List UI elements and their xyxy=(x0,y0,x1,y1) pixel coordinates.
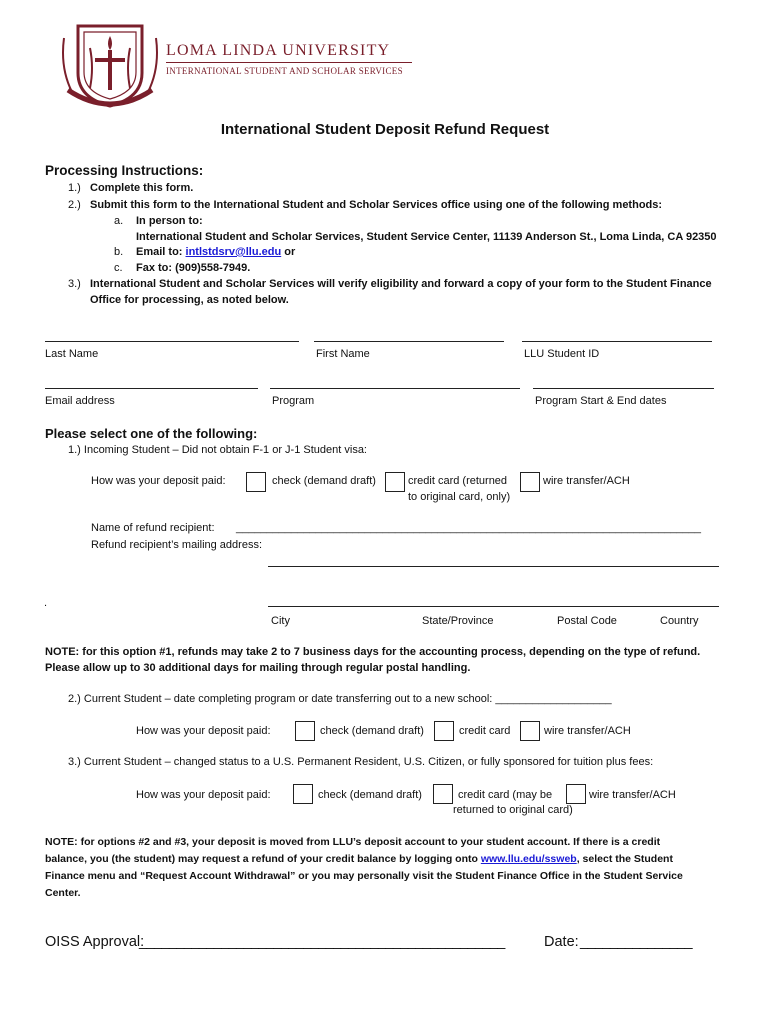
option-2-label: 2.) Current Student – date completing program or date transferring out to a new school: ___________________ xyxy=(68,693,612,705)
option-1-label: 1.) Incoming Student – Did not obtain F-1 or J-1 Student visa: xyxy=(68,444,367,456)
deposit-paid-question-1: How was your deposit paid: xyxy=(91,475,226,487)
address-line-2[interactable] xyxy=(268,606,719,607)
oiss-approval-label: OISS Approval: xyxy=(45,934,145,950)
postal-label: Postal Code xyxy=(557,615,617,627)
state-label: State/Province xyxy=(422,615,494,627)
opt2-wire-checkbox[interactable] xyxy=(520,721,540,741)
opt3-wire-checkbox[interactable] xyxy=(566,784,586,804)
recipient-address-label: Refund recipient’s mailing address: xyxy=(91,539,262,551)
method-b-text xyxy=(136,246,295,258)
program-line[interactable] xyxy=(270,388,520,389)
note-2-line2 xyxy=(45,853,673,865)
deposit-paid-question-3: How was your deposit paid: xyxy=(136,789,271,801)
header-divider xyxy=(166,62,412,63)
opt1-wire-label: wire transfer/ACH xyxy=(543,475,630,487)
university-seal-logo xyxy=(60,18,160,110)
opt1-credit-label-line2: to original card, only) xyxy=(408,491,511,503)
method-a-label: a. xyxy=(114,215,124,227)
opt3-check-label: check (demand draft) xyxy=(318,789,422,801)
step-1-text: Complete this form. xyxy=(90,182,194,194)
recipient-name-label: Name of refund recipient: xyxy=(91,522,215,534)
option-3-label: 3.) Current Student – changed status to a U.S. Permanent Resident, U.S. Citizen, or fully sponsored for tuition plus fees: xyxy=(68,756,654,768)
method-c-text: Fax to: (909)558-7949. xyxy=(136,262,251,274)
program-label: Program xyxy=(272,395,315,407)
recipient-name-line[interactable]: ____________________________________________________________________________ xyxy=(236,522,701,534)
program-dates-line[interactable] xyxy=(533,388,714,389)
note-2-line4: Center. xyxy=(45,887,81,899)
last-name-line[interactable] xyxy=(45,341,299,342)
ssweb-link[interactable]: www.llu.edu/ssweb xyxy=(480,853,577,865)
note-1-line1: NOTE: for this option #1, refunds may take 2 to 7 business days for the accounting process, depending on the type of refund. xyxy=(45,646,701,658)
method-c-label: c. xyxy=(114,262,123,274)
university-name: LOMA LINDA UNIVERSITY xyxy=(166,42,391,59)
note-2-line2-pre: balance, you (the student) may request a refund of your credit balance by logging onto xyxy=(45,853,478,865)
opt2-check-label: check (demand draft) xyxy=(320,725,424,737)
step-3-text-line2: Office for processing, as noted below. xyxy=(90,294,289,306)
deposit-paid-question-2: How was your deposit paid: xyxy=(136,725,271,737)
opt3-credit-label-line1: credit card (may be xyxy=(458,789,553,801)
opt3-check-checkbox[interactable] xyxy=(293,784,313,804)
step-3-text-line1: International Student and Scholar Services will verify eligibility and forward a copy of your form to the Student Finance xyxy=(90,278,712,290)
date-label: Date: xyxy=(544,934,579,950)
opt1-credit-label-line1: credit card (returned xyxy=(408,475,508,487)
opt2-credit-label: credit card xyxy=(459,725,511,737)
opt1-credit-checkbox[interactable] xyxy=(385,472,405,492)
email-prefix: Email to: xyxy=(136,246,183,258)
address-line-1[interactable] xyxy=(268,566,719,567)
step-3-number: 3.) xyxy=(68,278,81,290)
page-title: International Student Deposit Refund Request xyxy=(220,121,550,138)
note-2-line3: Finance menu and “Request Account Withdrawal” or you may personally visit the Student Finance Office in the Student Service xyxy=(45,870,683,882)
country-label: Country xyxy=(660,615,699,627)
stray-dot: . xyxy=(44,597,48,609)
opt2-credit-checkbox[interactable] xyxy=(434,721,454,741)
opt2-wire-label: wire transfer/ACH xyxy=(544,725,631,737)
opt1-check-label: check (demand draft) xyxy=(272,475,376,487)
program-dates-label: Program Start & End dates xyxy=(535,395,667,407)
student-id-line[interactable] xyxy=(522,341,712,342)
note-1-line2: Please allow up to 30 additional days for mailing through regular postal handling. xyxy=(45,662,471,674)
city-label: City xyxy=(271,615,290,627)
office-name: INTERNATIONAL STUDENT AND SCHOLAR SERVICES xyxy=(166,66,403,76)
opt3-credit-label-line2: returned to original card) xyxy=(453,804,573,816)
opt3-credit-checkbox[interactable] xyxy=(433,784,453,804)
email-label: Email address xyxy=(45,395,115,407)
step-1-number: 1.) xyxy=(68,182,81,194)
method-b-label: b. xyxy=(114,246,124,258)
email-link[interactable]: intlstdsrv@llu.edu xyxy=(185,246,282,258)
oiss-approval-line[interactable]: _________________________________________________ xyxy=(139,934,505,950)
step-2-text: Submit this form to the International Student and Scholar Services office using one of the following methods: xyxy=(90,199,663,211)
last-name-label: Last Name xyxy=(45,348,99,360)
select-heading: Please select one of the following: xyxy=(45,426,258,441)
method-a-text: In person to: xyxy=(136,215,203,227)
note-2-line1: NOTE: for options #2 and #3, your deposit is moved from LLU’s deposit account to your student account. If there is a credit xyxy=(45,836,661,848)
note-2-line2-post: , select the Student xyxy=(576,853,673,865)
email-suffix: or xyxy=(284,246,296,258)
opt1-check-checkbox[interactable] xyxy=(246,472,266,492)
step-2-number: 2.) xyxy=(68,199,81,211)
student-id-label: LLU Student ID xyxy=(524,348,600,360)
first-name-label: First Name xyxy=(316,348,370,360)
email-line[interactable] xyxy=(45,388,258,389)
date-line[interactable]: _______________ xyxy=(580,934,692,950)
opt3-wire-label: wire transfer/ACH xyxy=(589,789,676,801)
instructions-heading: Processing Instructions: xyxy=(45,163,204,178)
opt2-check-checkbox[interactable] xyxy=(295,721,315,741)
method-a-address: International Student and Scholar Services, Student Service Center, 11139 Anderson St., Loma Linda, CA 92350 xyxy=(136,231,717,243)
first-name-line[interactable] xyxy=(314,341,504,342)
opt1-wire-checkbox[interactable] xyxy=(520,472,540,492)
